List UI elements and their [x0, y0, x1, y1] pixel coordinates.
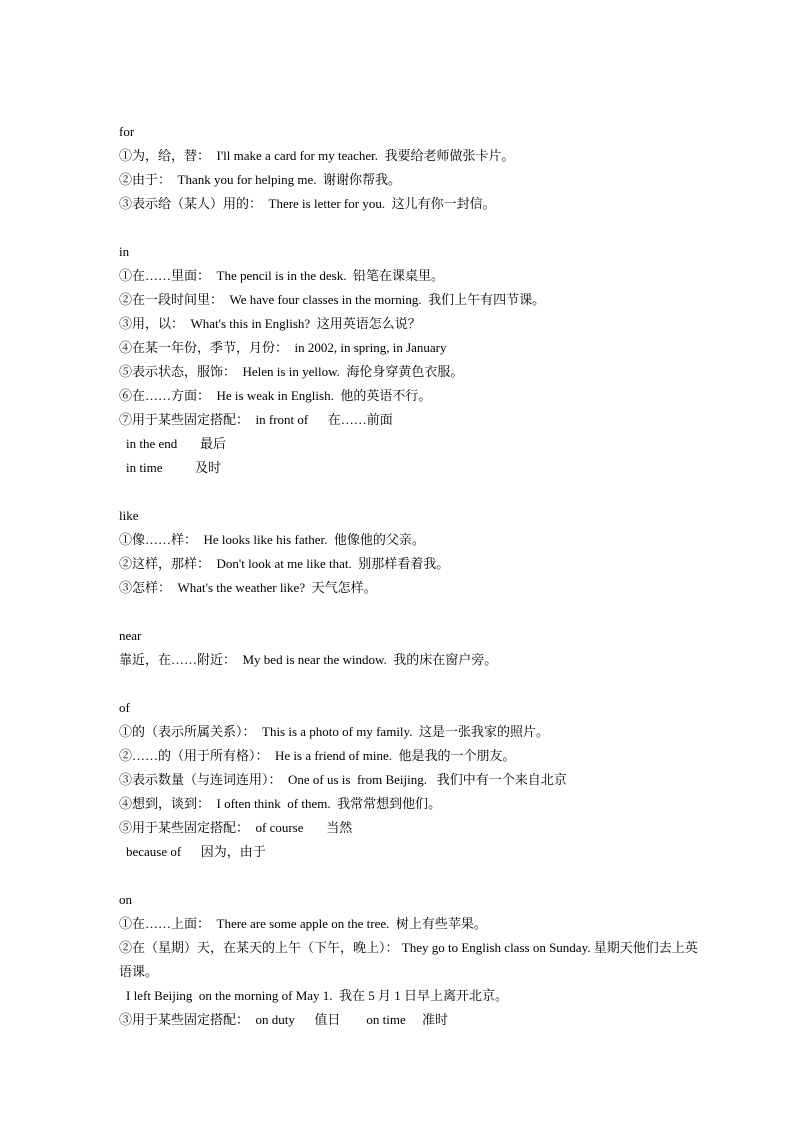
usage-line: ⑦用于某些固定搭配： in front of 在……前面 — [119, 412, 393, 427]
usage-line: ④想到，谈到： I often think of them. 我常常想到他们。 — [119, 796, 442, 811]
usage-line: 靠近，在……附近： My bed is near the window. 我的床在窗户旁。 — [119, 652, 498, 667]
usage-line: ①在……上面： There are some apple on the tree. 树上有些苹果。 — [119, 916, 487, 931]
usage-line: ①的（表示所属关系）： This is a photo of my family. 这是一张我家的照片。 — [119, 724, 549, 739]
usage-line: ③用，以： What's this in English? 这用英语怎么说？ — [119, 316, 421, 331]
entry-word-near: near — [119, 628, 142, 643]
phrase-line: because of 因为，由于 — [126, 844, 266, 859]
entry-word-of: of — [119, 700, 130, 715]
section-gap — [119, 480, 699, 504]
entry-word-in: in — [119, 244, 130, 259]
usage-line: ⑤表示状态，服饰： Helen is in yellow. 海伦身穿黄色衣服。 — [119, 364, 464, 379]
entry-word-for: for — [119, 124, 135, 139]
usage-line: ②这样，那样： Don't look at me like that. 别那样看着我。 — [119, 556, 450, 571]
usage-line: ①为，给，替： I'll make a card for my teacher. 我要给老师做张卡片。 — [119, 148, 515, 163]
section-gap — [119, 672, 699, 696]
usage-line: ②由于： Thank you for helping me. 谢谢你帮我。 — [119, 172, 401, 187]
usage-line: ③用于某些固定搭配： on duty 值日 on time 准时 — [119, 1012, 448, 1027]
usage-line: ④在某一年份，季节，月份： in 2002, in spring, in January — [119, 340, 447, 355]
usage-line: ②在一段时间里： We have four classes in the morning. 我们上午有四节课。 — [119, 292, 546, 307]
phrase-line: in the end 最后 — [126, 436, 227, 451]
usage-line: ⑥在……方面： He is weak in English. 他的英语不行。 — [119, 388, 432, 403]
usage-line: ①像……样： He looks like his father. 他像他的父亲。 — [119, 532, 425, 547]
usage-line: ③怎样： What's the weather like? 天气怎样。 — [119, 580, 377, 595]
section-gap — [119, 600, 699, 624]
example-line: I left Beijing on the morning of May 1. 我在 5 月 1 日早上离开北京。 — [126, 988, 509, 1003]
usage-line: ②……的（用于所有格）： He is a friend of mine. 他是我的一个朋友。 — [119, 748, 516, 763]
usage-line: ①在……里面： The pencil is in the desk. 铅笔在课桌里。 — [119, 268, 444, 283]
entry-word-like: like — [119, 508, 139, 523]
entry-word-on: on — [119, 892, 132, 907]
usage-line: ③表示给（某人）用的： There is letter for you. 这儿有你一封信。 — [119, 196, 496, 211]
phrase-line: in time 及时 — [126, 460, 221, 475]
usage-line: ⑤用于某些固定搭配： of course 当然 — [119, 820, 353, 835]
usage-line: ③表示数量（与连词连用）： One of us is from Beijing. 我们中有一个来自北京 — [119, 772, 567, 787]
section-gap — [119, 864, 699, 888]
usage-line-wrapped: ②在（星期）天，在某天的上午（下午，晚上）： They go to English class on Sunday. 星期天他们去上英语课。 — [119, 940, 698, 979]
section-gap — [119, 216, 699, 240]
document-page — [119, 120, 699, 1032]
